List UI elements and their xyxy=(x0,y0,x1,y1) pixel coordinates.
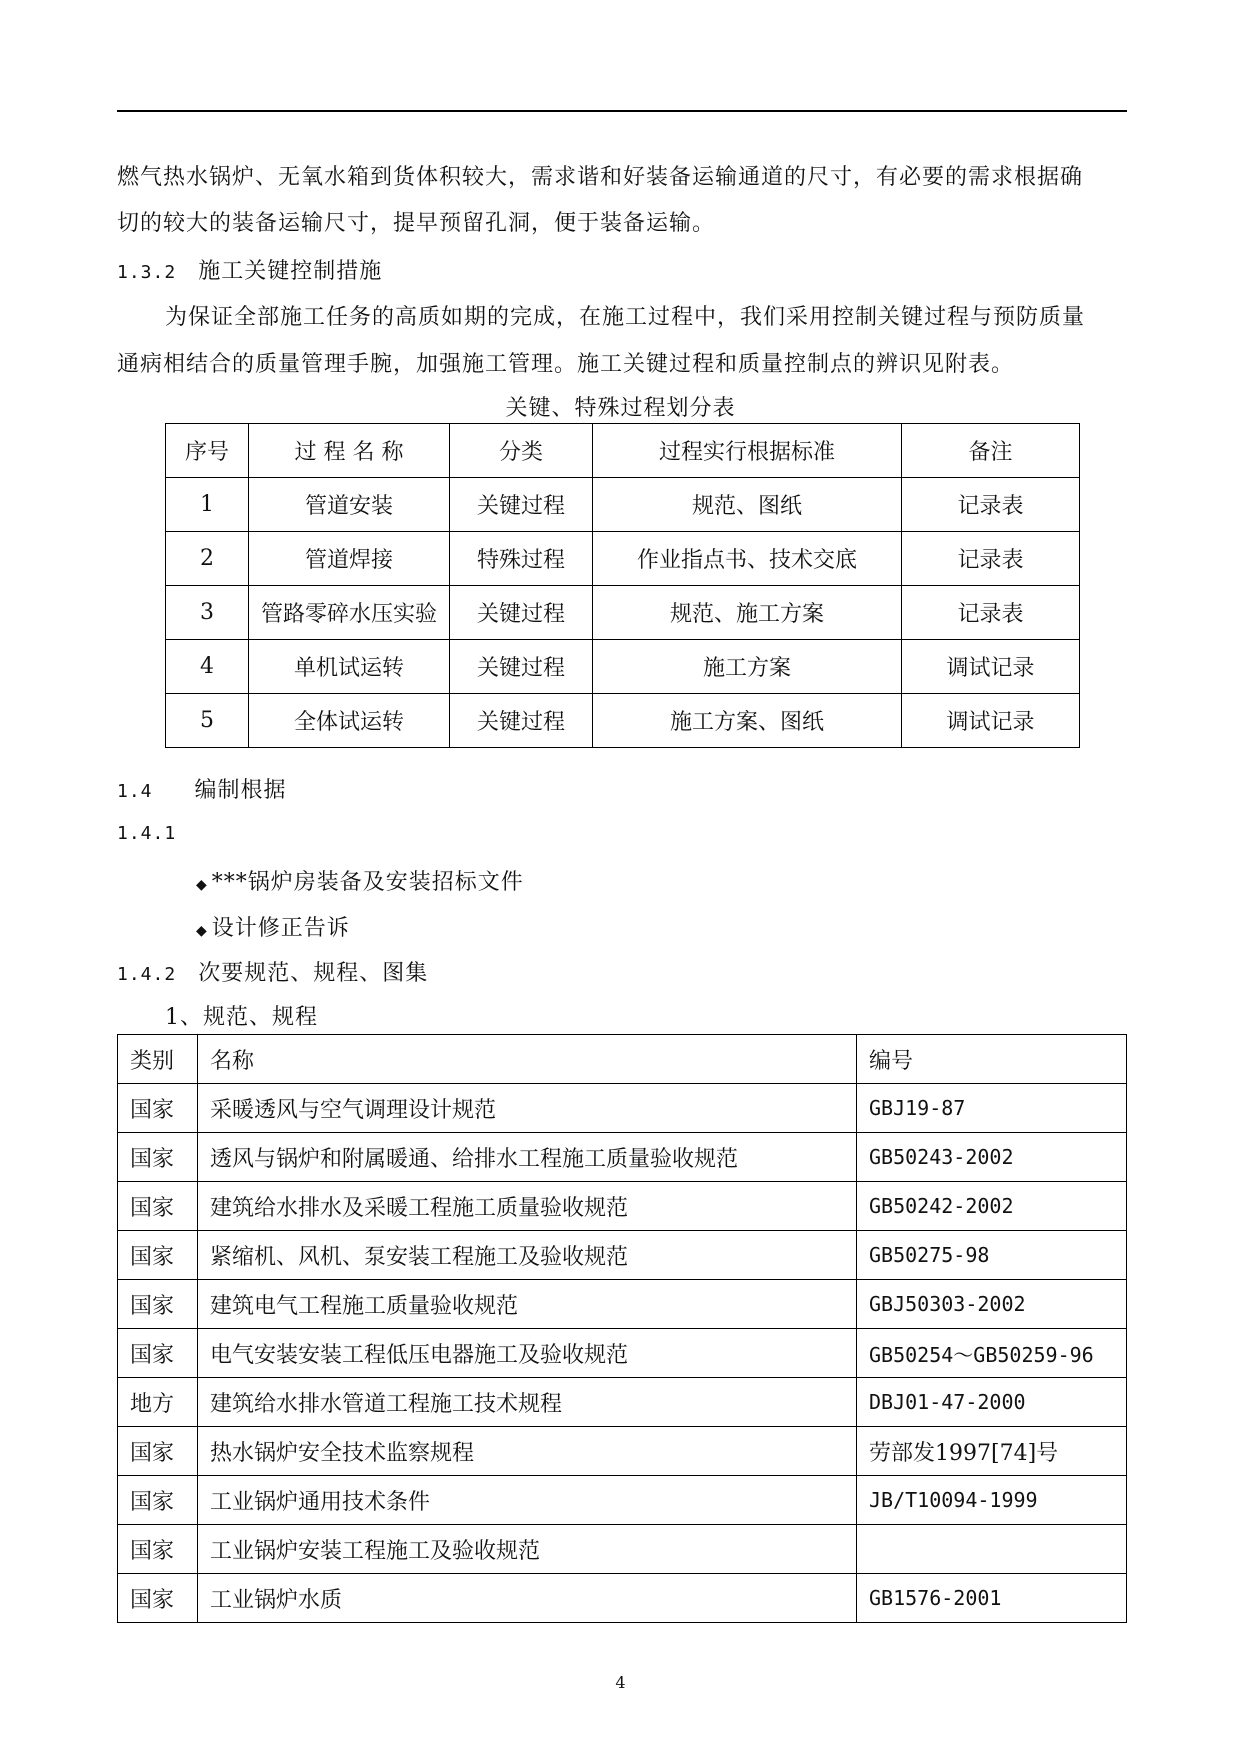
intro-line-2: 切的较大的装备运输尺寸，提早预留孔洞，便于装备运输。 xyxy=(117,211,716,236)
standards-table xyxy=(117,1034,1127,1623)
cell: 建筑给水排水管道工程施工技术规程 xyxy=(198,1378,857,1427)
cell: GBJ19-87 xyxy=(857,1084,1127,1133)
cell: 施工方案 xyxy=(593,640,902,694)
cell: 2 xyxy=(166,532,249,586)
table-row xyxy=(118,1574,1127,1623)
table-row xyxy=(166,532,1080,586)
cell: 工业锅炉安装工程施工及验收规范 xyxy=(198,1525,857,1574)
section-1-4-1-heading xyxy=(117,820,176,845)
cell: GB50242-2002 xyxy=(857,1182,1127,1231)
cell: 国家 xyxy=(118,1280,198,1329)
table-header-row xyxy=(118,1035,1127,1084)
bullet-item xyxy=(196,865,524,896)
cell: 国家 xyxy=(118,1084,198,1133)
section-number: 1.4.1 xyxy=(117,823,177,844)
section-1-4-heading xyxy=(117,773,287,804)
cell: 国家 xyxy=(118,1182,198,1231)
section-title: 编制根据 xyxy=(194,778,287,803)
section-number: 1.4.2 xyxy=(117,964,177,985)
cell: 特殊过程 xyxy=(450,532,593,586)
header-rule xyxy=(117,110,1127,112)
cell: GBJ50303-2002 xyxy=(857,1280,1127,1329)
section-1-4-2-heading xyxy=(117,956,428,987)
cell: GB50243-2002 xyxy=(857,1133,1127,1182)
page-number: 4 xyxy=(615,1673,626,1692)
cell: 管路零碎水压实验 xyxy=(249,586,450,640)
cell: 施工方案、图纸 xyxy=(593,694,902,748)
col-header: 序号 xyxy=(166,424,249,478)
diamond-icon: ◆ xyxy=(196,877,208,893)
section-1-3-2-heading xyxy=(117,254,382,285)
cell: 劳部发1997[74]号 xyxy=(857,1427,1127,1476)
cell: GB1576-2001 xyxy=(857,1574,1127,1623)
cell: 规范、图纸 xyxy=(593,478,902,532)
table-row xyxy=(118,1329,1127,1378)
table-row xyxy=(118,1182,1127,1231)
cell: 单机试运转 xyxy=(249,640,450,694)
cell: 国家 xyxy=(118,1525,198,1574)
subsection-heading: 1、规范、规程 xyxy=(165,1005,318,1030)
cell: JB/T10094-1999 xyxy=(857,1476,1127,1525)
cell: 国家 xyxy=(118,1476,198,1525)
cell: 管道安装 xyxy=(249,478,450,532)
bullet-text: 设计修正告诉 xyxy=(211,916,350,941)
table-row xyxy=(118,1231,1127,1280)
cell: 紧缩机、风机、泵安装工程施工及验收规范 xyxy=(198,1231,857,1280)
diamond-icon: ◆ xyxy=(196,923,208,939)
cell: 国家 xyxy=(118,1231,198,1280)
cell: 5 xyxy=(166,694,249,748)
cell: 国家 xyxy=(118,1329,198,1378)
table1-caption: 关键、特殊过程划分表 xyxy=(505,396,736,421)
bullet-text: ***锅炉房装备及安装招标文件 xyxy=(211,870,524,895)
cell: 国家 xyxy=(118,1574,198,1623)
para-line-1: 为保证全部施工任务的高质如期的完成，在施工过程中，我们采用控制关键过程与预防质量 xyxy=(165,305,1086,330)
cell: DBJ01-47-2000 xyxy=(857,1378,1127,1427)
cell: GB50275-98 xyxy=(857,1231,1127,1280)
col-header: 名称 xyxy=(198,1035,857,1084)
col-header: 备注 xyxy=(902,424,1080,478)
cell: 1 xyxy=(166,478,249,532)
cell: 采暖透风与空气调理设计规范 xyxy=(198,1084,857,1133)
cell: 调试记录 xyxy=(902,640,1080,694)
table-row xyxy=(118,1378,1127,1427)
cell: 地方 xyxy=(118,1378,198,1427)
cell: 作业指点书、技术交底 xyxy=(593,532,902,586)
col-header: 过 程 名 称 xyxy=(249,424,450,478)
cell xyxy=(857,1525,1127,1574)
bullet-item xyxy=(196,911,350,942)
para-line-2: 通病相结合的质量管理手腕，加强施工管理。施工关键过程和质量控制点的辨识见附表。 xyxy=(117,352,1015,377)
table-row xyxy=(118,1476,1127,1525)
cell: 调试记录 xyxy=(902,694,1080,748)
table-row xyxy=(166,586,1080,640)
table-row xyxy=(118,1525,1127,1574)
cell: 建筑电气工程施工质量验收规范 xyxy=(198,1280,857,1329)
cell: 电气安装安装工程低压电器施工及验收规范 xyxy=(198,1329,857,1378)
cell: 管道焊接 xyxy=(249,532,450,586)
cell: 关键过程 xyxy=(450,586,593,640)
table-row xyxy=(118,1280,1127,1329)
cell: 国家 xyxy=(118,1133,198,1182)
table-row xyxy=(166,694,1080,748)
section-title: 次要规范、规程、图集 xyxy=(198,961,429,986)
table-row xyxy=(118,1084,1127,1133)
cell: 4 xyxy=(166,640,249,694)
table-header-row xyxy=(166,424,1080,478)
col-header: 类别 xyxy=(118,1035,198,1084)
section-number: 1.4 xyxy=(117,781,153,802)
cell: 全体试运转 xyxy=(249,694,450,748)
intro-line-1: 燃气热水锅炉、无氧水箱到货体积较大，需求谐和好装备运输通道的尺寸，有必要的需求根据确 xyxy=(117,165,1084,190)
cell: 关键过程 xyxy=(450,694,593,748)
process-classification-table xyxy=(165,423,1080,748)
section-title: 施工关键控制措施 xyxy=(198,259,383,284)
section-number: 1.3.2 xyxy=(117,262,177,283)
table-row xyxy=(166,478,1080,532)
table-row xyxy=(118,1427,1127,1476)
table-row xyxy=(166,640,1080,694)
cell: 热水锅炉安全技术监察规程 xyxy=(198,1427,857,1476)
cell: 工业锅炉通用技术条件 xyxy=(198,1476,857,1525)
cell: 3 xyxy=(166,586,249,640)
cell: 关键过程 xyxy=(450,640,593,694)
cell: 关键过程 xyxy=(450,478,593,532)
cell: 透风与锅炉和附属暖通、给排水工程施工质量验收规范 xyxy=(198,1133,857,1182)
col-header: 编号 xyxy=(857,1035,1127,1084)
cell: 建筑给水排水及采暖工程施工质量验收规范 xyxy=(198,1182,857,1231)
cell: 记录表 xyxy=(902,532,1080,586)
cell: 工业锅炉水质 xyxy=(198,1574,857,1623)
col-header: 分类 xyxy=(450,424,593,478)
cell: 记录表 xyxy=(902,586,1080,640)
cell: 规范、施工方案 xyxy=(593,586,902,640)
cell: GB50254～GB50259-96 xyxy=(857,1329,1127,1378)
table-row xyxy=(118,1133,1127,1182)
col-header: 过程实行根据标准 xyxy=(593,424,902,478)
cell: 国家 xyxy=(118,1427,198,1476)
cell: 记录表 xyxy=(902,478,1080,532)
